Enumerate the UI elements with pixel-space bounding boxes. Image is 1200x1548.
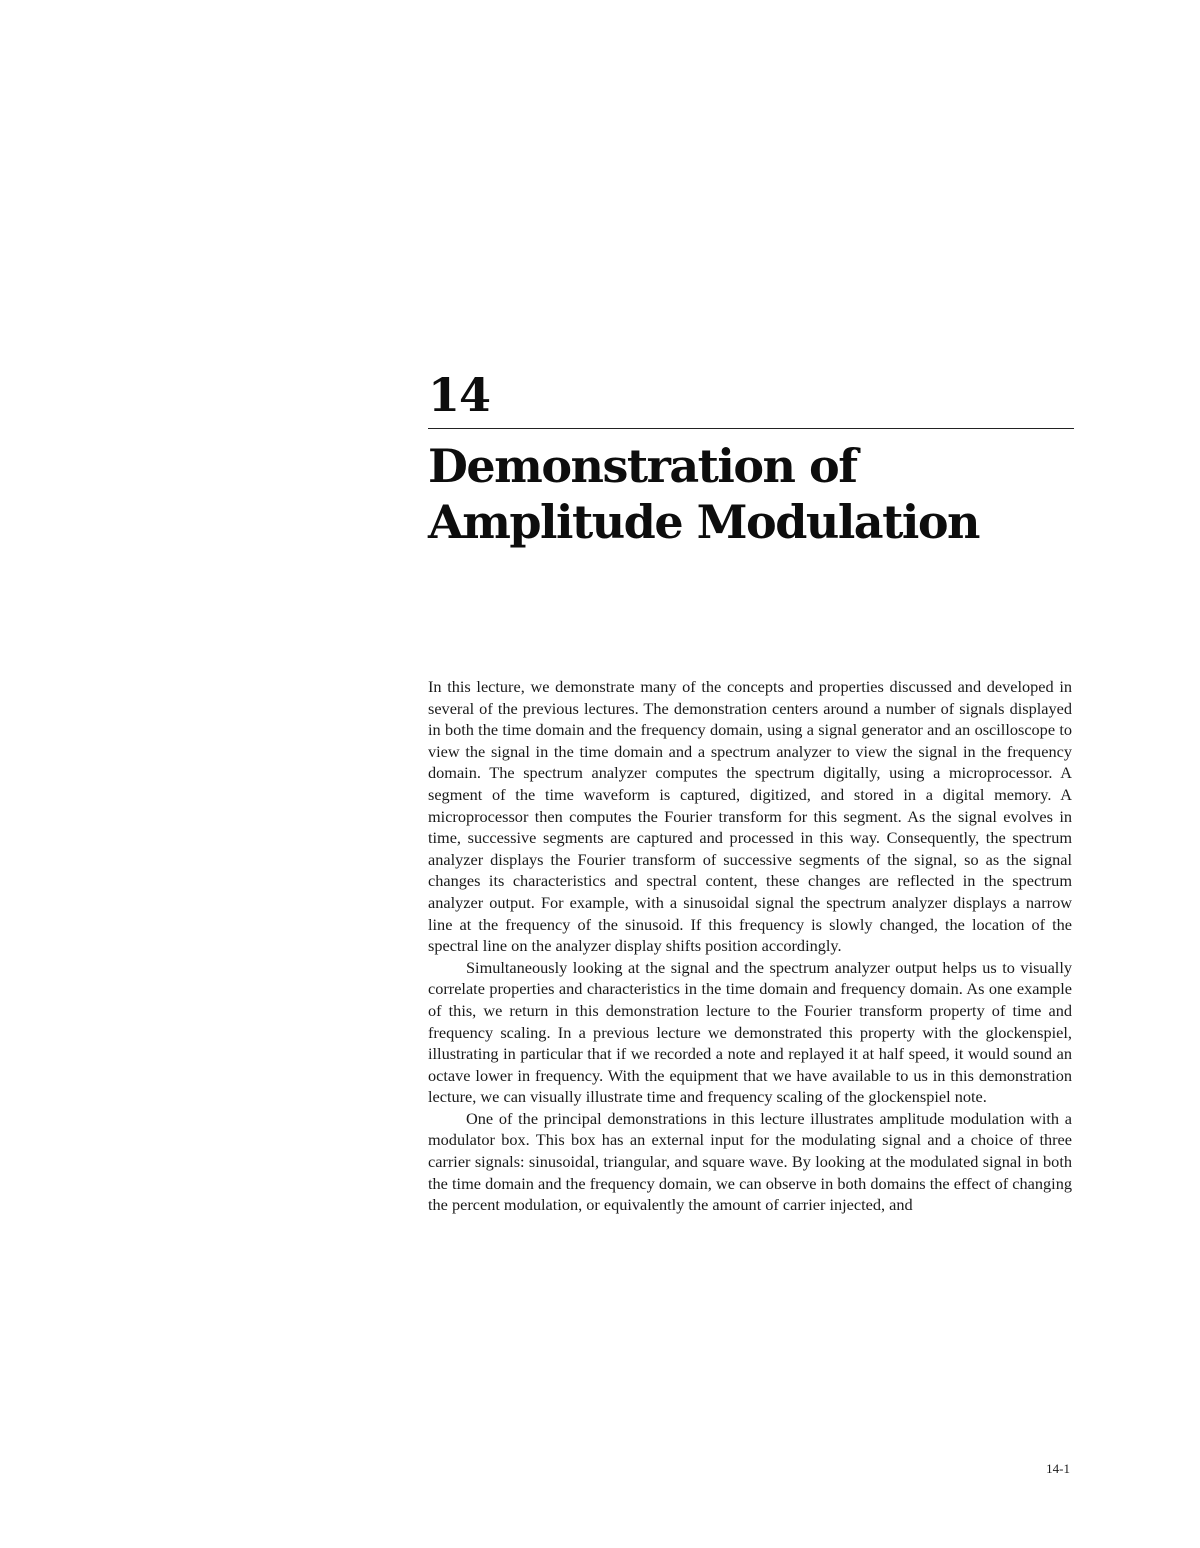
paragraph-2: Simultaneously looking at the signal and the spectrum analyzer output helps us to visually correlate properties and characteristics in the time domain and frequency domain. As one example of this, we return in this demonstration lecture to the Fourier transform property of time and frequency scaling. In a previous lecture we demonstrated this property with the glockenspiel, illustrating in particular that if we recorded a note and replayed it at half speed, it would sound an octave lower in frequency. With the equipment that we have available to us in this demonstration lecture, we can visually illustrate time and frequency scaling of the glockenspiel note. — [428, 957, 1072, 1107]
page-number: 14-1 — [1046, 1461, 1070, 1476]
chapter-number: 14 — [428, 368, 491, 422]
paragraph-3: One of the principal demonstrations in this lecture illustrates amplitude modulation with a modulator box. This box has an external input for the modulating signal and a choice of three carrier signals: sinusoidal, triangular, and square wave. By looking at the modulated signal in both the time domain and the frequency domain, we can observe in both domains the effect of changing the percent modulation, or equivalently the amount of carrier injected, and — [428, 1108, 1072, 1215]
title-divider — [428, 428, 1074, 429]
chapter-title-line-2: Amplitude Modulation — [428, 495, 979, 549]
chapter-title — [428, 438, 1074, 550]
body-text — [428, 676, 1072, 1216]
paragraph-1: In this lecture, we demonstrate many of the concepts and properties discussed and developed in several of the previous lectures. The demonstration centers around a number of signals displayed in both the time domain and the frequency domain, using a signal generator and an oscilloscope to view the signal in the time domain and a spectrum analyzer to view the signal in the frequency domain. The spectrum analyzer computes the spectrum digitally, using a microprocessor. A segment of the time waveform is captured, digitized, and stored in a digital memory. A microprocessor then computes the Fourier transform for this segment. As the signal evolves in time, successive segments are captured and processed in this way. Consequently, the spectrum analyzer displays the Fourier transform of successive segments of the signal, so as the signal changes its characteristics and spectral content, these changes are reflected in the spectrum analyzer output. For example, with a sinusoidal signal the spectrum analyzer displays a narrow line at the frequency of the sinusoid. If this frequency is slowly changed, the location of the spectral line on the analyzer display shifts position accordingly. — [428, 677, 1072, 956]
chapter-title-line-1: Demonstration of — [428, 439, 857, 493]
